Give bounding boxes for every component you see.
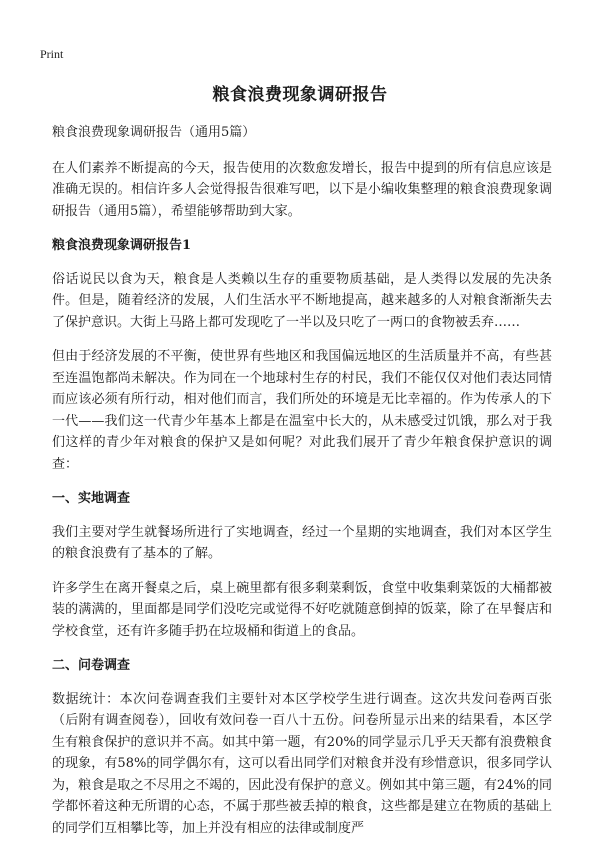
paragraph-5: 数据统计：本次问卷调查我们主要针对本区学校学生进行调查。这次共发问卷两百张（后附有调查阅卷），回收有效问卷一百八十五份。问卷所显示出来的结果看，本区学生有粮食保护的意识并不高。如其中第一题，有20%的同学显示几乎天天都有浪费粮食的现象，有58%的同学偶尔有，这可以看出同学们对粮食并没有珍惜意识，很多同学认为，粮食是取之不尽用之不竭的，因此没有保护的意义。例如其中第三题，有24%的同学都怀着这种无所谓的心态，不属于那些被丢掉的粮食，这些都是建立在物质的基础上的同学们互相攀比等，加上并没有相应的法律或制度严 [52,691,552,836]
print-link[interactable]: Print [40,47,64,61]
heading-field-survey: 一、实地调查 [52,491,131,506]
paragraph-3: 我们主要对学生就餐场所进行了实地调查，经过一个星期的实地调查，我们对本区学生的粮食浪费有了基本的了解。 [52,524,552,561]
document-subtitle: 粮食浪费现象调研报告（通用5篇） [52,125,256,140]
intro-paragraph: 在人们素养不断提高的今天，报告使用的次数愈发增长，报告中提到的所有信息应该是准确无误的。相信许多人会觉得报告很难写吧，以下是小编收集整理的粮食浪费现象调研报告（通用5篇），希望能够帮助到大家。 [52,160,552,219]
paragraph-4: 许多学生在离开餐桌之后，桌上碗里都有很多剩菜剩饭，食堂中收集剩菜饭的大桶都被装的满满的，里面都是同学们没吃完或觉得不好吃就随意倒掉的饭菜，除了在早餐店和学校食堂，还有许多随手扔在垃圾桶和街道上的食品。 [52,580,552,639]
paragraph-1: 俗话说民以食为天，粮食是人类赖以生存的重要物质基础，是人类得以发展的先决条件。但是，随着经济的发展，人们生活水平不断地提高，越来越多的人对粮食渐渐失去了保护意识。大街上马路上都可发现吃了一半以及只吃了一两口的食物被丢弃…… [52,271,552,330]
paragraph-2: 但由于经济发展的不平衡，使世界有些地区和我国偏远地区的生活质量并不高，有些甚至连温饱都尚未解决。作为同在一个地球村生存的村民，我们不能仅仅对他们表达同情而应该必须有所行动，相对他们而言，我们所处的环境是无比幸福的。作为传承人的下一代——我们这一代青少年基本上都是在温室中长大的，从未感受过饥饿，那么对于我们这样的青少年对粮食的保护又是如何呢？对此我们展开了青少年粮食保护意识的调查： [52,349,552,472]
section-heading-report-1: 粮食浪费现象调研报告1 [52,238,192,253]
heading-questionnaire: 二、问卷调查 [52,658,131,673]
document-body [52,122,552,852]
page-title: 粮食浪费现象调研报告 [212,85,388,105]
